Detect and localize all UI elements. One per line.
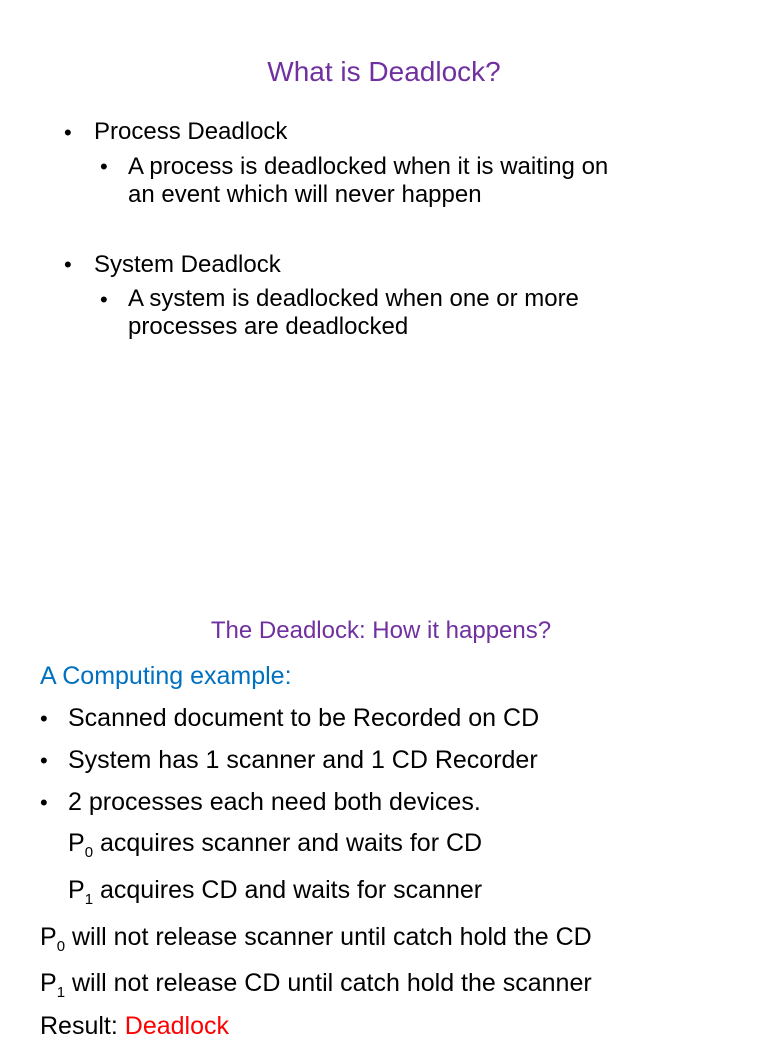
bullet-icon: • [40,706,48,731]
process-line: $P_1$ acquires CD and waits for scanner [68,876,483,908]
result-line [40,1012,229,1041]
bullet-icon: • [40,748,48,773]
sub-item-line: an event which will never happen [128,181,482,208]
list-item: System has 1 scanner and 1 CD Recorder [68,746,538,774]
bullet-icon: • [100,154,108,179]
list-item: System Deadlock [94,251,281,278]
sub-item-line: A process is deadlocked when it is waiting on [128,153,609,180]
bullet-icon: • [64,120,72,145]
process-line: $P_1$ will not release CD until catch hold the scanner [40,969,592,1001]
slide-title: The Deadlock: How it happens? [210,617,552,644]
sub-item-line: processes are deadlocked [128,313,409,340]
bullet-icon: • [64,252,72,277]
list-item: Process Deadlock [94,118,288,145]
example-heading: A Computing example: [40,662,292,690]
process-line: $P_0$ acquires scanner and waits for CD [68,829,483,861]
result-value: Deadlock [124,1012,229,1040]
bullet-icon: • [40,790,48,815]
list-item: 2 processes each need both devices. [68,788,481,816]
result-label: Result: [40,1012,125,1040]
bullet-icon: • [100,287,108,312]
process-line: $P_0$ will not release scanner until catch hold the CD [40,923,592,955]
list-item: Scanned document to be Recorded on CD [68,704,540,732]
slide-title: What is Deadlock? [267,56,501,87]
sub-item-line: A system is deadlocked when one or more [128,285,579,312]
